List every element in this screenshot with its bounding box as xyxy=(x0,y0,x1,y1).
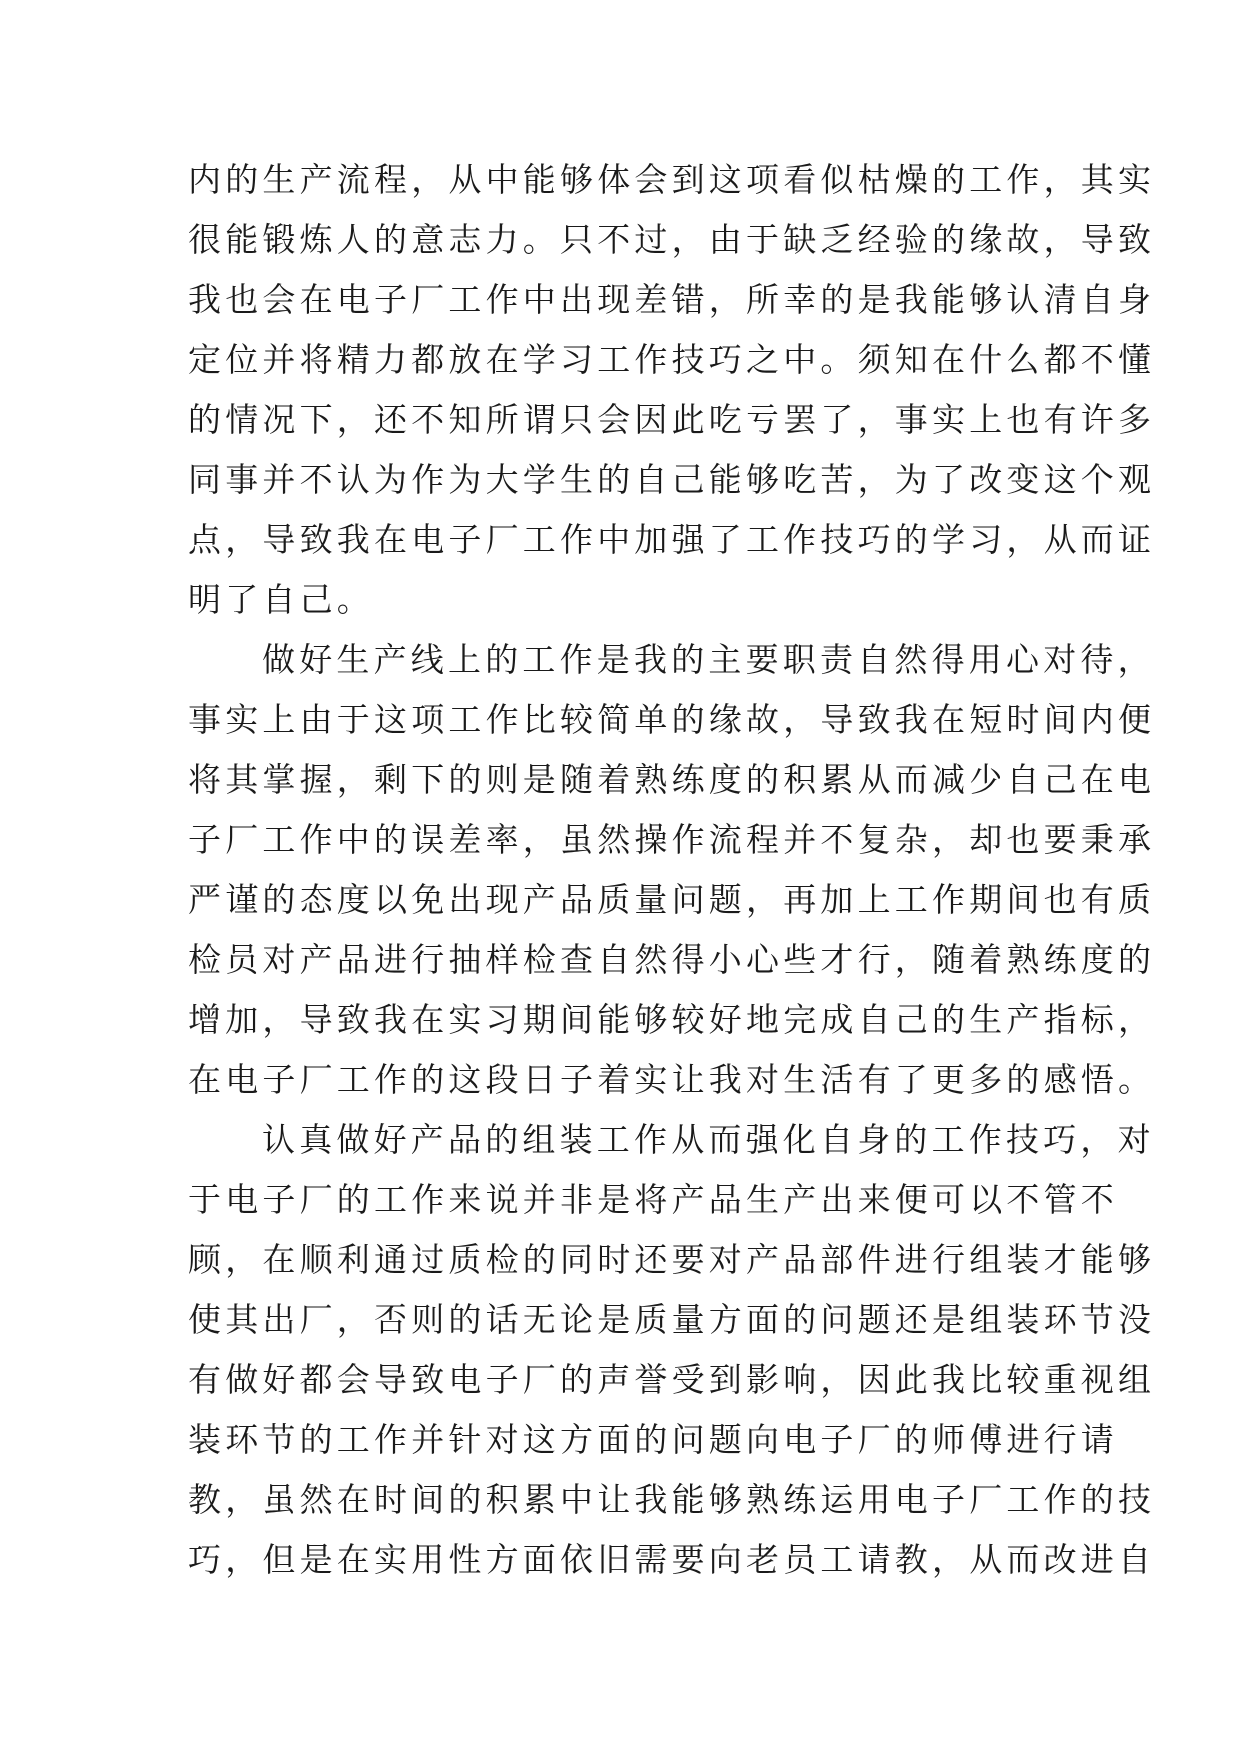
text-line: 巧，但是在实用性方面依旧需要向老员工请教，从而改进自 xyxy=(188,1540,1156,1579)
text-line: 很能锻炼人的意志力。只不过，由于缺乏经验的缘故，导致 xyxy=(188,220,1156,259)
paragraph-first-line: 认真做好产品的组装工作从而强化自身的工作技巧，对 xyxy=(262,1120,1155,1159)
text-line: 装环节的工作并针对这方面的问题向电子厂的师傅进行请 xyxy=(188,1420,1118,1459)
text-line: 的情况下，还不知所谓只会因此吃亏罢了，事实上也有许多 xyxy=(188,400,1156,439)
text-line: 在电子厂工作的这段日子着实让我对生活有了更多的感悟。 xyxy=(188,1060,1156,1099)
text-line: 内的生产流程，从中能够体会到这项看似枯燥的工作，其实 xyxy=(188,160,1156,199)
text-line: 于电子厂的工作来说并非是将产品生产出来便可以不管不 xyxy=(188,1180,1118,1219)
text-line: 增加，导致我在实习期间能够较好地完成自己的生产指标， xyxy=(188,1000,1156,1039)
text-line: 子厂工作中的误差率，虽然操作流程并不复杂，却也要秉承 xyxy=(188,820,1156,859)
text-line: 将其掌握，剩下的则是随着熟练度的积累从而减少自己在电 xyxy=(188,760,1156,799)
text-line: 严谨的态度以免出现产品质量问题，再加上工作期间也有质 xyxy=(188,880,1156,919)
text-line: 顾，在顺利通过质检的同时还要对产品部件进行组装才能够 xyxy=(188,1240,1156,1279)
text-line: 点，导致我在电子厂工作中加强了工作技巧的学习，从而证 xyxy=(188,520,1156,559)
text-line: 定位并将精力都放在学习工作技巧之中。须知在什么都不懂 xyxy=(188,340,1156,379)
text-line: 检员对产品进行抽样检查自然得小心些才行，随着熟练度的 xyxy=(188,940,1156,979)
text-line: 同事并不认为作为大学生的自己能够吃苦，为了改变这个观 xyxy=(188,460,1156,499)
text-line: 教，虽然在时间的积累中让我能够熟练运用电子厂工作的技 xyxy=(188,1480,1156,1519)
paragraph-first-line: 做好生产线上的工作是我的主要职责自然得用心对待， xyxy=(262,640,1155,679)
text-line: 事实上由于这项工作比较简单的缘故，导致我在短时间内便 xyxy=(188,700,1156,739)
text-line: 使其出厂，否则的话无论是质量方面的问题还是组装环节没 xyxy=(188,1300,1156,1339)
text-line: 我也会在电子厂工作中出现差错，所幸的是我能够认清自身 xyxy=(188,280,1156,319)
text-line: 明了自己。 xyxy=(188,580,374,619)
body-text xyxy=(188,150,1156,1590)
text-line: 有做好都会导致电子厂的声誉受到影响，因此我比较重视组 xyxy=(188,1360,1156,1399)
